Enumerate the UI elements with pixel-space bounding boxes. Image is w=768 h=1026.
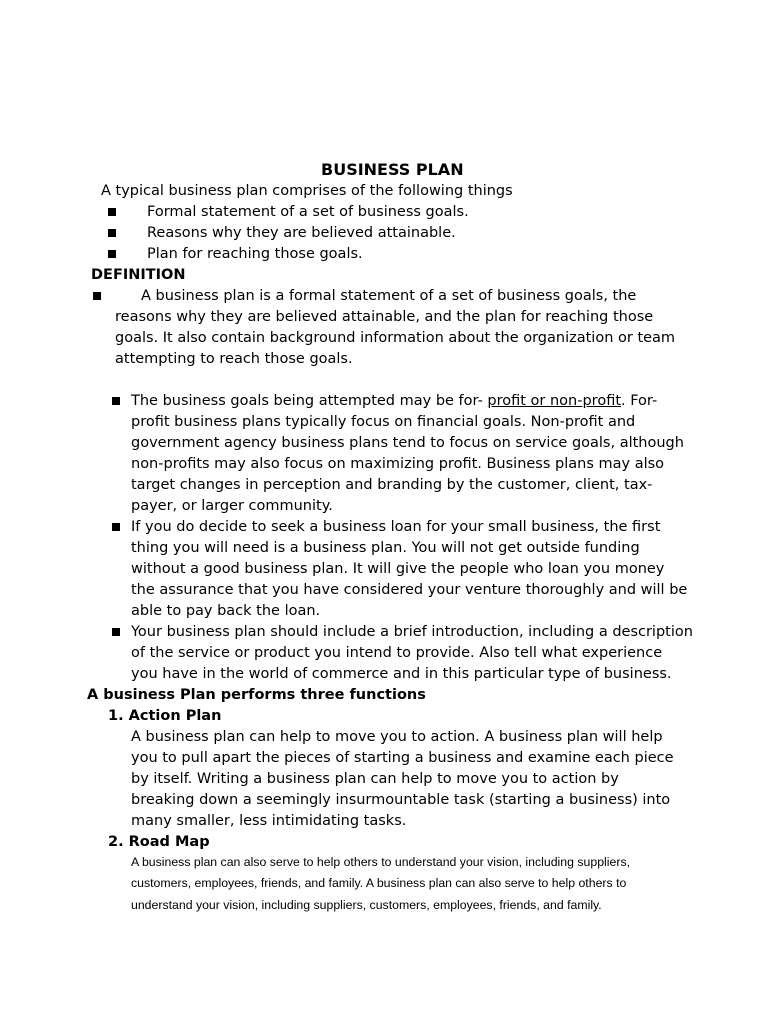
page-title: BUSINESS PLAN — [321, 160, 464, 179]
definition-line: A business plan is a formal statement of a set of business goals, the — [141, 288, 637, 304]
bullet-square-icon — [112, 523, 120, 531]
bullet-square-icon — [93, 292, 101, 300]
function-line: customers, employees, friends, and family. A business plan can also serve to help others to — [131, 876, 627, 890]
bullet-line: target changes in perception and branding by the customer, client, tax- — [131, 477, 653, 493]
definition-line: reasons why they are believed attainable, and the plan for reaching those — [115, 309, 654, 325]
function-line: A business plan can also serve to help others to understand your vision, including suppliers, — [131, 855, 631, 869]
bullet-line: thing you will need is a business plan. You will not get outside funding — [131, 540, 640, 556]
function-line: A business plan can help to move you to action. A business plan will help — [131, 729, 663, 745]
function-line: many smaller, less intimidating tasks. — [131, 813, 407, 829]
function-line: you to pull apart the pieces of starting a business and examine each piece — [131, 750, 674, 766]
bullet-line: profit business plans typically focus on financial goals. Non-profit and — [131, 414, 636, 430]
intro-lead: A typical business plan comprises of the following things — [101, 183, 513, 199]
bullet-line: the assurance that you have considered your venture thoroughly and will be — [131, 582, 688, 598]
bullet-line: you have in the world of commerce and in this particular type of business. — [131, 666, 672, 682]
definition-heading: DEFINITION — [91, 267, 186, 283]
intro-item: Reasons why they are believed attainable. — [147, 225, 456, 241]
function-title: 2. Road Map — [108, 834, 210, 850]
bullet-paragraph-first-line — [131, 391, 657, 412]
function-line: breaking down a seemingly insurmountable task (starting a business) into — [131, 792, 671, 808]
bullet-line: non-profits may also focus on maximizing profit. Business plans may also — [131, 456, 665, 472]
bullet-square-icon — [108, 250, 116, 258]
function-line: by itself. Writing a business plan can help to move you to action by — [131, 771, 619, 787]
bullet-text: . For- — [621, 393, 658, 409]
profit-link[interactable]: profit or non-profit — [487, 393, 622, 409]
function-line: understand your vision, including suppliers, customers, employees, friends, and family. — [131, 898, 602, 912]
function-title: 1. Action Plan — [108, 708, 222, 724]
bullet-square-icon — [108, 229, 116, 237]
bullet-line: government agency business plans tend to focus on service goals, although — [131, 435, 684, 451]
bullet-text: The business goals being attempted may be for- — [131, 393, 488, 409]
functions-heading: A business Plan performs three functions — [87, 687, 426, 703]
bullet-line: without a good business plan. It will give the people who loan you money — [131, 561, 665, 577]
intro-item: Formal statement of a set of business goals. — [147, 204, 469, 220]
bullet-square-icon — [112, 628, 120, 636]
bullet-line: payer, or larger community. — [131, 498, 333, 514]
bullet-line: If you do decide to seek a business loan for your small business, the first — [131, 519, 661, 535]
bullet-line: Your business plan should include a brief introduction, including a description — [131, 624, 693, 640]
bullet-line: of the service or product you intend to provide. Also tell what experience — [131, 645, 663, 661]
bullet-square-icon — [112, 397, 120, 405]
definition-line: goals. It also contain background information about the organization or team — [115, 330, 676, 346]
bullet-line: able to pay back the loan. — [131, 603, 321, 619]
definition-line: attempting to reach those goals. — [115, 351, 353, 367]
bullet-square-icon — [108, 208, 116, 216]
intro-item: Plan for reaching those goals. — [147, 246, 363, 262]
